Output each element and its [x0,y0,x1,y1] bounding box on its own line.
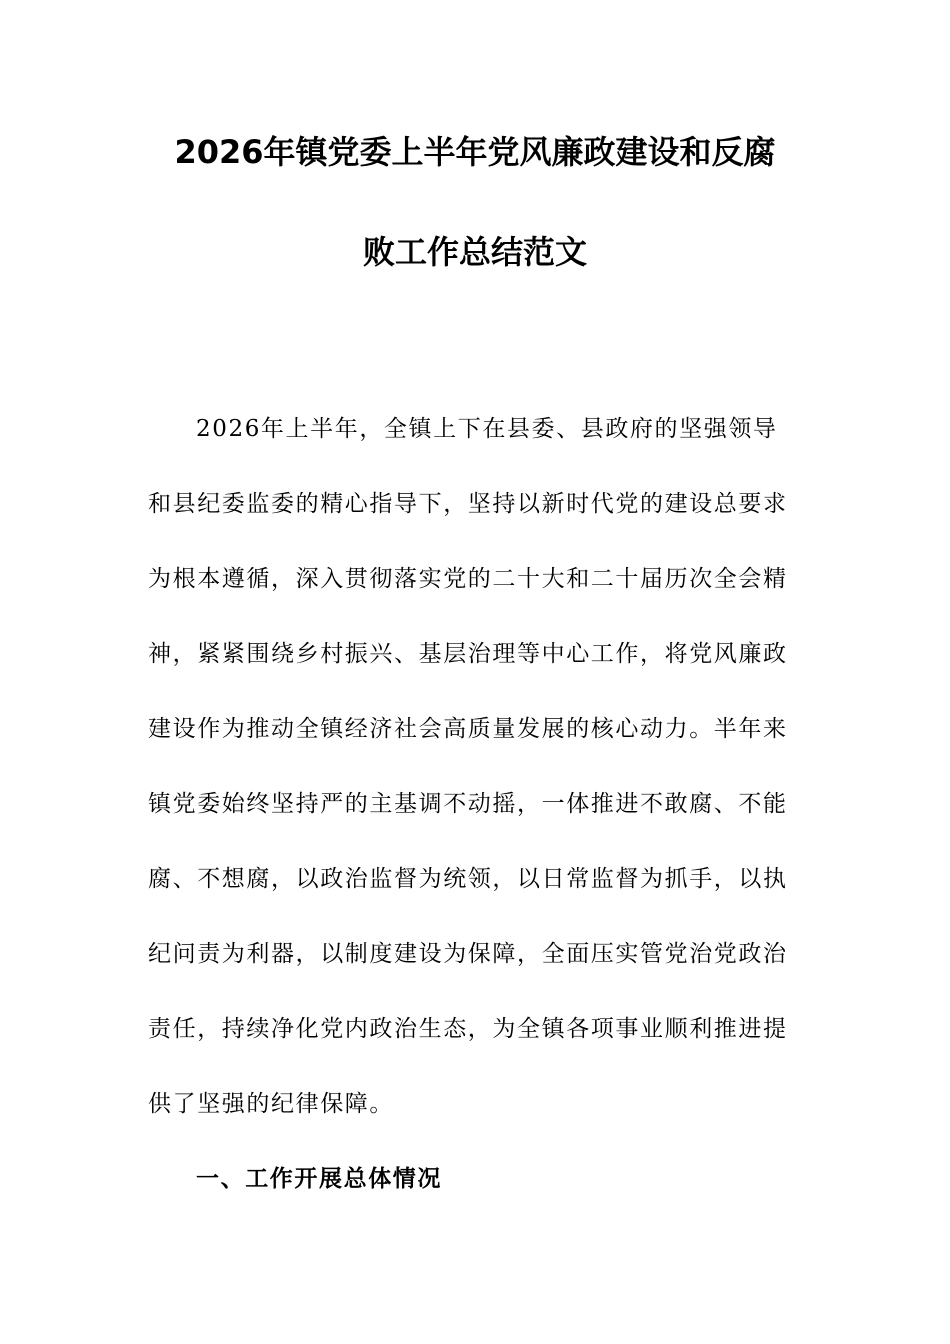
section-heading: 一、工作开展总体情况 [196,1166,442,1192]
paragraph-line: 2026年上半年，全镇上下在县委、县政府的坚强领导 [196,416,778,442]
document-title-line-2: 败工作总结范文 [362,233,587,271]
paragraph-line: 纪问责为利器，以制度建设为保障，全面压实管党治党政治 [148,941,788,967]
document-title-line-1: 2026年镇党委上半年党风廉政建设和反腐 [174,133,776,171]
paragraph-line: 责任，持续净化党内政治生态，为全镇各项事业顺利推进提 [148,1016,788,1042]
paragraph-line: 镇党委始终坚持严的主基调不动摇，一体推进不敢腐、不能 [148,791,788,817]
paragraph-line: 为根本遵循，深入贯彻落实党的二十大和二十届历次全会精 [148,566,788,592]
paragraph-line: 神，紧紧围绕乡村振兴、基层治理等中心工作，将党风廉政 [148,641,788,667]
paragraph-line: 建设作为推动全镇经济社会高质量发展的核心动力。半年来 [148,716,788,742]
paragraph-line: 腐、不想腐，以政治监督为统领，以日常监督为抓手，以执 [148,866,788,892]
paragraph-line: 和县纪委监委的精心指导下，坚持以新时代党的建设总要求 [148,491,788,517]
paragraph-line: 供了坚强的纪律保障。 [148,1091,394,1117]
